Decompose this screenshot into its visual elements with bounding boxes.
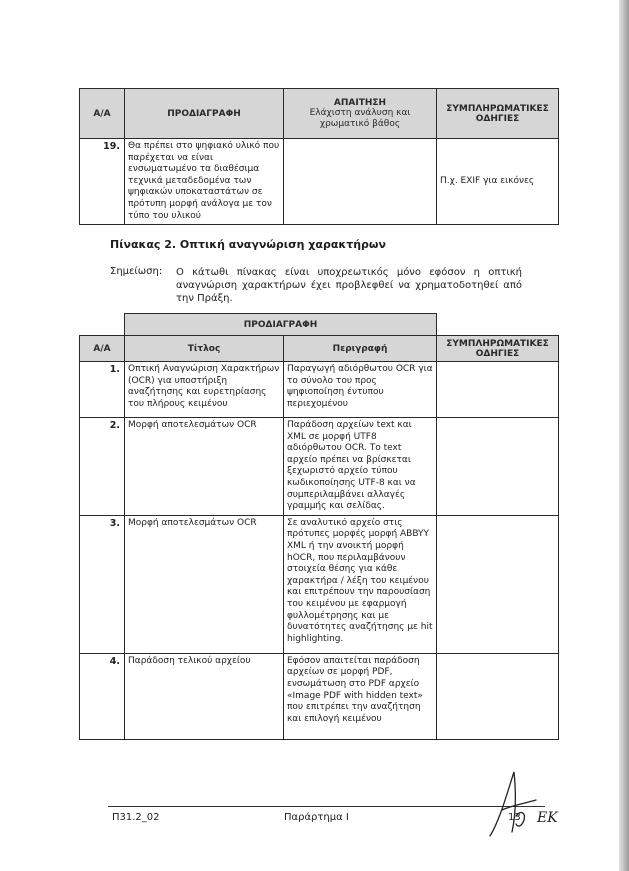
header-description: Περιγραφή: [284, 336, 437, 362]
row-notes: Π.χ. EXIF για εικόνες: [437, 139, 559, 225]
row-spec: Θα πρέπει στο ψηφιακό υλικό που παρέχεται να είναι ενσωματωμένο τα διαθέσιμα τεχνικά μεταδεδομένα των ψηφιακών υποκαταστάτων σε πρότυπη μορφή ανάλογα με τον τύπο του υλικού: [125, 139, 284, 225]
header-notes: ΣΥΜΠΛΗΡΩΜΑΤΙΚΕΣ ΟΔΗΓΙΕΣ: [437, 89, 559, 139]
row-requirement: [284, 139, 437, 225]
initials: ΕΚ: [537, 810, 558, 826]
footer-document-code: Π31.2_02: [112, 812, 160, 823]
table-row: [80, 515, 559, 653]
row-number: 19.: [80, 139, 125, 225]
row-number: 1.: [80, 362, 125, 418]
signature-icon: [480, 770, 540, 840]
row-number: 4.: [80, 653, 125, 739]
row-title: Παράδοση τελικού αρχείου: [125, 653, 284, 739]
table-row: [80, 139, 559, 225]
row-description: Σε αναλυτικό αρχείο στις πρότυπες μορφές μορφή ABBYY XML ή την ανοικτή μορφή hOCR, που περιλαμβάνουν στοιχεία θέσης για κάθε χαρακτήρα / λέξη του κειμένου και επιτρέπουν την παρουσίαση του κειμένου με εφαρμογή φυλλομέτρησης και με δυνατότητες αναζήτησης με hit highlighting.: [284, 515, 437, 653]
row-notes: [437, 362, 559, 418]
header-requirement: [284, 89, 437, 139]
page-number: 13: [508, 812, 521, 823]
row-description: Παράδοση αρχείων text και XML σε μορφή UTF8 αδιόρθωτου OCR. Το text αρχείο πρέπει να βρίσκεται ξεχωριστό αρχείο τύπου κωδικοποίησης UTF-8 και να συμπεριλαμβάνει αλλαγές γραμμής και σελίδας.: [284, 418, 437, 516]
row-notes: [437, 418, 559, 516]
row-title: Μορφή αποτελεσμάτων OCR: [125, 515, 284, 653]
table-row: [80, 653, 559, 739]
requirements-table: [79, 88, 559, 225]
header-notes: ΣΥΜΠΛΗΡΩΜΑΤΙΚΕΣ ΟΔΗΓΙΕΣ: [437, 336, 559, 362]
table-row: [80, 418, 559, 516]
footer-appendix: Παράρτημα Ι: [284, 812, 349, 823]
header-requirement-sub: Ελάχιστη ανάλυση και χρωματικό βάθος: [309, 107, 411, 129]
row-description: Εφόσον απαιτείται παράδοση αρχείων σε μορφή PDF, ενσωμάτωση στο PDF αρχείο «Image PDF with hidden text» που επιτρέπει την αναζήτηση και επιλογή κειμένου: [284, 653, 437, 739]
table-header-row: [80, 89, 559, 139]
header-title: Τίτλος: [125, 336, 284, 362]
table-row: [80, 362, 559, 418]
row-notes: [437, 653, 559, 739]
ocr-table: [79, 313, 559, 740]
header-requirement-title: ΑΠΑΙΤΗΣΗ: [333, 97, 387, 108]
row-number: 2.: [80, 418, 125, 516]
note-label: Σημείωση:: [110, 266, 163, 277]
row-number: 3.: [80, 515, 125, 653]
table-header-row: [80, 314, 559, 336]
table-header-row: [80, 336, 559, 362]
header-spec: ΠΡΟΔΙΑΓΡΑΦΗ: [125, 89, 284, 139]
note-text: Ο κάτωθι πίνακας είναι υποχρεωτικός μόνο εφόσον η οπτική αναγνώριση χαρακτήρων έχει προβλεφθεί να χρηματοδοτηθεί από την Πράξη.: [176, 267, 522, 304]
scan-edge: [619, 0, 629, 871]
row-title: Μορφή αποτελεσμάτων OCR: [125, 418, 284, 516]
row-notes: [437, 515, 559, 653]
header-aa: Α/Α: [80, 89, 125, 139]
header-spec: ΠΡΟΔΙΑΓΡΑΦΗ: [125, 314, 437, 336]
header-aa: Α/Α: [80, 336, 125, 362]
section-title: Πίνακας 2. Οπτική αναγνώριση χαρακτήρων: [110, 238, 386, 251]
row-description: Παραγωγή αδιόρθωτου OCR για το σύνολο του προς ψηφιοποίηση έντυπου περιεχομένου: [284, 362, 437, 418]
row-title: Οπτική Αναγνώριση Χαρακτήρων (OCR) για υποστήριξη αναζήτησης και ευρετηρίασης του πλήρους κειμένου: [125, 362, 284, 418]
